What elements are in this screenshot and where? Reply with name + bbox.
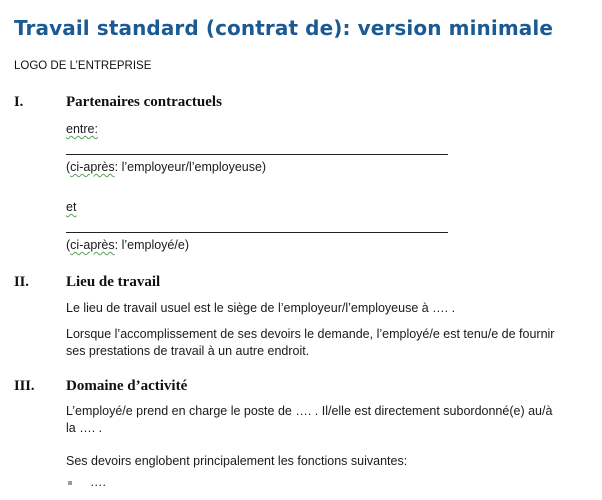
section-domaine-activite [14, 378, 594, 498]
section-title: Lieu de travail [66, 274, 161, 290]
employee-caption [66, 238, 189, 252]
list-item: …. [90, 475, 106, 489]
entre-label: entre: [66, 122, 98, 136]
paragraph-line: la …. . [66, 421, 103, 435]
et-label: et [66, 200, 77, 214]
section-number: III. [14, 378, 35, 394]
section-partenaires [14, 94, 594, 254]
paragraph-line: ses prestations de travail à un autre endroit. [66, 344, 310, 358]
employer-caption [66, 160, 266, 174]
paragraph: Ses devoirs englobent principalement les fonctions suivantes: [66, 454, 408, 468]
employer-signature-line [66, 154, 448, 155]
section-title: Domaine d’activité [66, 378, 188, 394]
document-title: Travail standard (contrat de): version minimale [14, 16, 553, 40]
section-number: I. [14, 94, 24, 110]
section-number: II. [14, 274, 29, 290]
paragraph: Le lieu de travail usuel est le siège de l’employeur/l’employeuse à …. . [66, 301, 456, 315]
ci-apres-text: ci-après [70, 238, 115, 252]
employee-role-text: : l’employé/e) [114, 238, 189, 252]
paren-open: ( [66, 238, 71, 252]
section-lieu-de-travail [14, 274, 594, 364]
employer-role-text: : l’employeur/l’employeuse) [114, 160, 267, 174]
section-title: Partenaires contractuels [66, 94, 222, 110]
company-logo-placeholder: LOGO DE L’ENTREPRISE [14, 60, 152, 72]
employee-signature-line [66, 232, 448, 233]
bullet-icon [68, 481, 72, 485]
paragraph-line: Lorsque l’accomplissement de ses devoirs le demande, l’employé/e est tenu/e de fournir [66, 327, 555, 341]
paragraph-line: L’employé/e prend en charge le poste de …. . Il/elle est directement subordonné(e) au/à [66, 404, 553, 418]
paren-open: ( [66, 160, 71, 174]
ci-apres-text: ci-après [70, 160, 115, 174]
